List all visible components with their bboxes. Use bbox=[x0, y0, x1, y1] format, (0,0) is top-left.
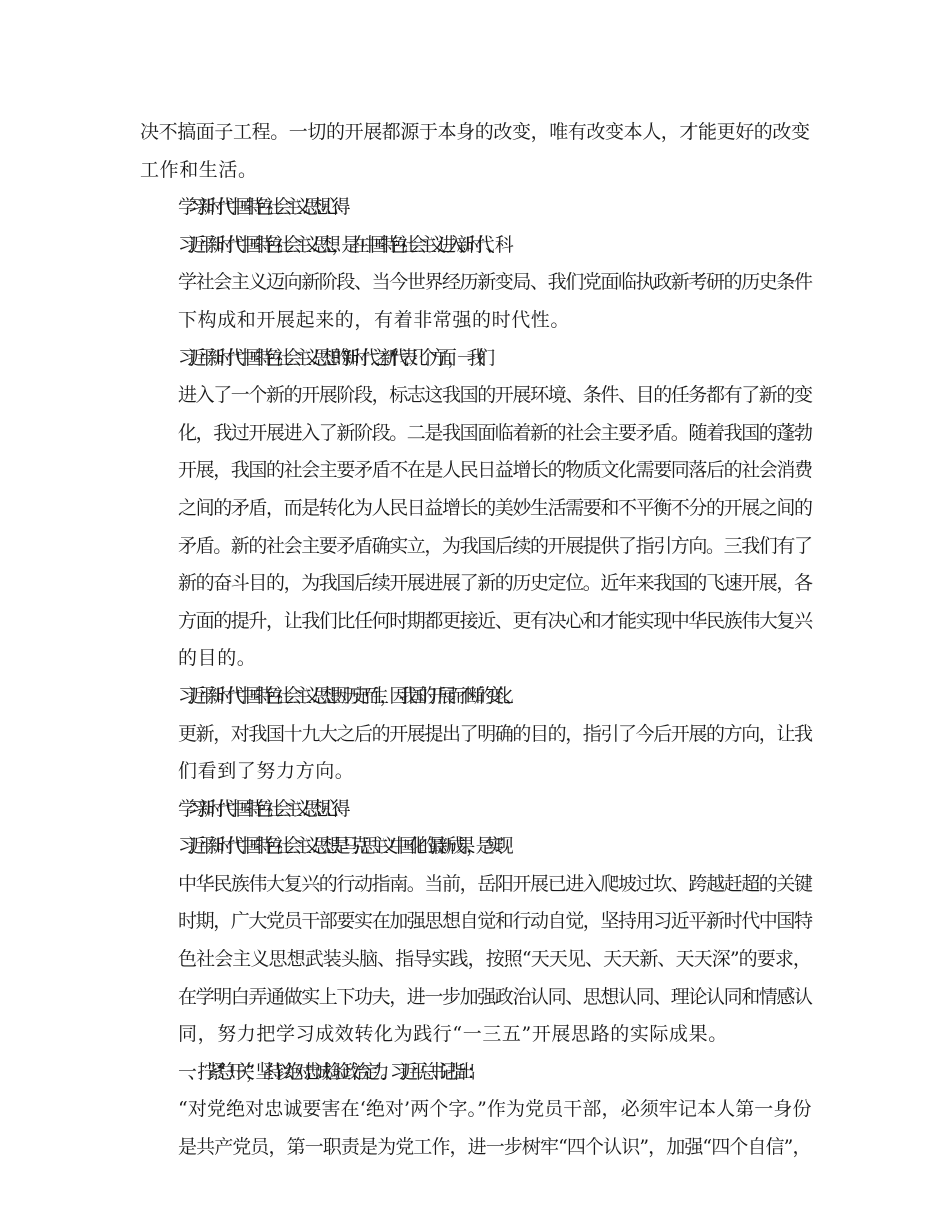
paragraph bbox=[140, 828, 812, 1054]
text-line: 是共产党员，第一职责是为党工作，进一步树牢“四个认识”，加强“四个自信”， bbox=[178, 1136, 811, 1159]
text-line: 矛盾。新的社会主要矛盾确实立，为我国后续的开展提供了指引方向。三我们有了 bbox=[178, 534, 812, 557]
text-line: 时期，广大党员干部要实在加强思想自觉和行动自觉，坚持用习近平新时代中国特 bbox=[178, 910, 812, 933]
text-line: 下构成和开展起来的，有着非常强的时代性。 bbox=[178, 308, 571, 331]
document-body bbox=[140, 114, 812, 1167]
text-line: 习近平新时代中国特色社会主义思想是马克思主义中国化的最新成果，是实现 bbox=[178, 835, 505, 858]
text-line: 化，我过开展进入了新阶段。二是我国面临着新的社会主要矛盾。随着我国的蓬勃 bbox=[178, 421, 812, 444]
text-line: 之间的矛盾，而是转化为人民日益增长的美妙生活需要和不平衡不分的开展之间的 bbox=[178, 496, 812, 519]
text-line: 工作和生活。 bbox=[140, 158, 258, 181]
paragraph bbox=[140, 340, 812, 678]
paragraph bbox=[140, 678, 812, 791]
text-line: 们看到了努力方向。 bbox=[178, 760, 355, 783]
text-line: 同，努力把学习成效转化为践行“一三五”开展思路的实际成果。 bbox=[178, 1023, 728, 1046]
text-line: 方面的提升，让我们比任何时期都更接近、更有决心和才能实现中华民族伟大复兴 bbox=[178, 609, 812, 632]
paragraph bbox=[140, 189, 812, 227]
text-line: 开展，我国的社会主要矛盾不在是人民日益增长的物质文化需要同落后的社会消费 bbox=[178, 459, 812, 482]
paragraph bbox=[140, 114, 812, 189]
text-line: 学社会主义迈向新阶段、当今世界经历新变局、我们党面临执政新考研的历史条件 bbox=[178, 271, 812, 294]
text-line: 决不搞面子工程。一切的开展都源于本身的改变，唯有改变本人，才能更好的改变 bbox=[140, 121, 810, 143]
text-line: 色社会主义思想武装头脑、指导实践，按照“天天见、天天新、天天深”的要求， bbox=[178, 948, 812, 971]
text-line: 中华民族伟大复兴的行动指南。当前，岳阳开展已进入爬坡过坎、跨越赶超的关键 bbox=[178, 872, 812, 895]
text-line: 习近平新时代中国特色社会主义思想，是在中国特色社会主义进入新时代、科 bbox=[178, 233, 505, 256]
paragraph bbox=[140, 791, 812, 829]
text-line: 更新，对我国十九大之后的开展提出了明确的目的，指引了今后开展的方向，让我 bbox=[178, 722, 812, 745]
text-line: 学习新时代中国特色社会主义思想心得 bbox=[178, 797, 342, 820]
text-line: 习近平新时代中国特色社会主义思想的“新时代之新”代表几个方面，一我们 bbox=[178, 346, 486, 369]
text-line: 学习新时代中国特色社会主义思想心得 bbox=[178, 196, 342, 219]
text-line: 习近平新时代中国特色社会主义思想因历史而生，因我国的开展而不断的变化、 bbox=[178, 684, 515, 707]
text-line: 新的奋斗目的，为我国后续开展进展了新的历史定位。近年来我国的飞速开展，各 bbox=[178, 572, 812, 595]
text-line: 一、拧紧“总开关”，坚持以绝对忠诚检验政治定力。习近平总书记指出： bbox=[178, 1060, 477, 1083]
text-line: 的目的。 bbox=[178, 647, 257, 670]
text-line: “对党绝对忠诚要害在‘绝对’两个字。”作为党员干部，必须牢记本人第一身份 bbox=[178, 1098, 812, 1121]
text-line: 在学明白弄通做实上下功夫，进一步加强政治认同、思想认同、理论认同和情感认 bbox=[178, 985, 812, 1008]
text-line: 进入了一个新的开展阶段，标志这我国的开展环境、条件、目的任务都有了新的变 bbox=[178, 384, 812, 407]
paragraph bbox=[140, 1054, 812, 1167]
paragraph bbox=[140, 227, 812, 340]
